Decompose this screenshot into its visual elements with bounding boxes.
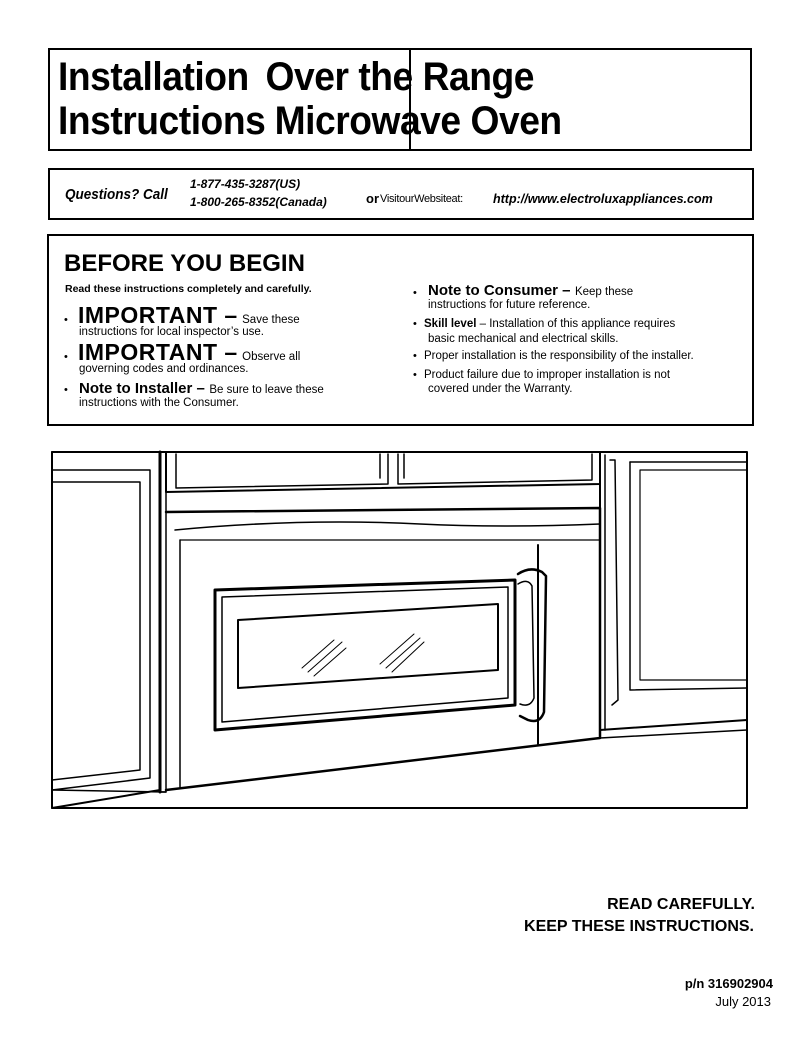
- microwave-body: [166, 508, 600, 790]
- product-failure-continued: covered under the Warranty.: [428, 383, 573, 395]
- part-number-prefix: p/n 31690: [684, 976, 745, 991]
- proper-installation-text: Proper installation is the responsibility of the installer.: [424, 350, 694, 362]
- bullet-icon: •: [413, 350, 417, 362]
- skill-level-text: – Installation of this appliance requires: [479, 318, 676, 330]
- important-text: Observe all: [242, 351, 301, 363]
- keep-instructions: KEEP THESE INSTRUCTIONS.: [524, 918, 754, 935]
- upper-cabinets: [166, 452, 600, 492]
- part-number: [685, 976, 773, 991]
- before-you-begin-heading: BEFORE YOU BEGIN: [64, 250, 305, 277]
- product-failure-text: Product failure due to improper installation is not: [424, 369, 671, 381]
- note-consumer-label: Note to Consumer –: [428, 282, 571, 299]
- skill-level-continued: basic mechanical and electrical skills.: [428, 333, 619, 345]
- note-installer-text: Be sure to leave these: [209, 384, 324, 396]
- important-label: IMPORTANT –: [78, 339, 238, 365]
- title-installation: Installation: [58, 55, 249, 99]
- right-cabinet-panel: [630, 462, 747, 690]
- important-continued: instructions for local inspector’s use.: [79, 326, 264, 338]
- phone-us: 1-877-435-3287(US): [190, 177, 301, 191]
- left-cabinet: [52, 452, 160, 808]
- note-installer-label: Note to Installer –: [79, 380, 205, 397]
- part-number-suffix: 2904: [744, 976, 773, 991]
- bullet-icon: •: [413, 369, 417, 381]
- bullet-icon: •: [413, 318, 417, 330]
- left-cabinet-panel: [52, 482, 140, 780]
- important-continued: governing codes and ordinances.: [79, 363, 249, 375]
- illustration-frame: [52, 452, 747, 808]
- important-label: IMPORTANT –: [78, 302, 238, 328]
- bullet-icon: •: [64, 351, 68, 363]
- title-instructions: Instructions: [58, 99, 266, 143]
- note-installer-continued: instructions with the Consumer.: [79, 397, 239, 409]
- note-consumer-continued: instructions for future reference.: [428, 299, 591, 311]
- or-text: or: [366, 191, 379, 206]
- read-instructions-subheading: Read these instructions completely and carefully.: [65, 283, 312, 295]
- title-over-the-range: Over the Range: [265, 55, 534, 99]
- date: July 2013: [715, 994, 771, 1009]
- bullet-icon: •: [64, 384, 68, 396]
- note-consumer-text: Keep these: [574, 286, 634, 298]
- website-link[interactable]: http://www.electroluxappliances.com: [493, 192, 713, 206]
- bullet-icon: •: [64, 314, 68, 326]
- skill-level-label: Skill level: [424, 318, 477, 330]
- title-microwave-oven: Microwave Oven: [274, 99, 562, 143]
- important-text: Save these: [242, 314, 300, 326]
- phone-canada: 1-800-265-8352(Canada): [190, 195, 327, 209]
- bullet-icon: •: [413, 287, 417, 299]
- read-carefully: READ CAREFULLY.: [607, 896, 755, 913]
- door-window-inner: [238, 604, 498, 688]
- door-window-outer: [215, 580, 515, 730]
- questions-call-label: Questions? Call: [65, 186, 168, 203]
- visit-website-text: VisitourWebsiteat:: [380, 193, 463, 205]
